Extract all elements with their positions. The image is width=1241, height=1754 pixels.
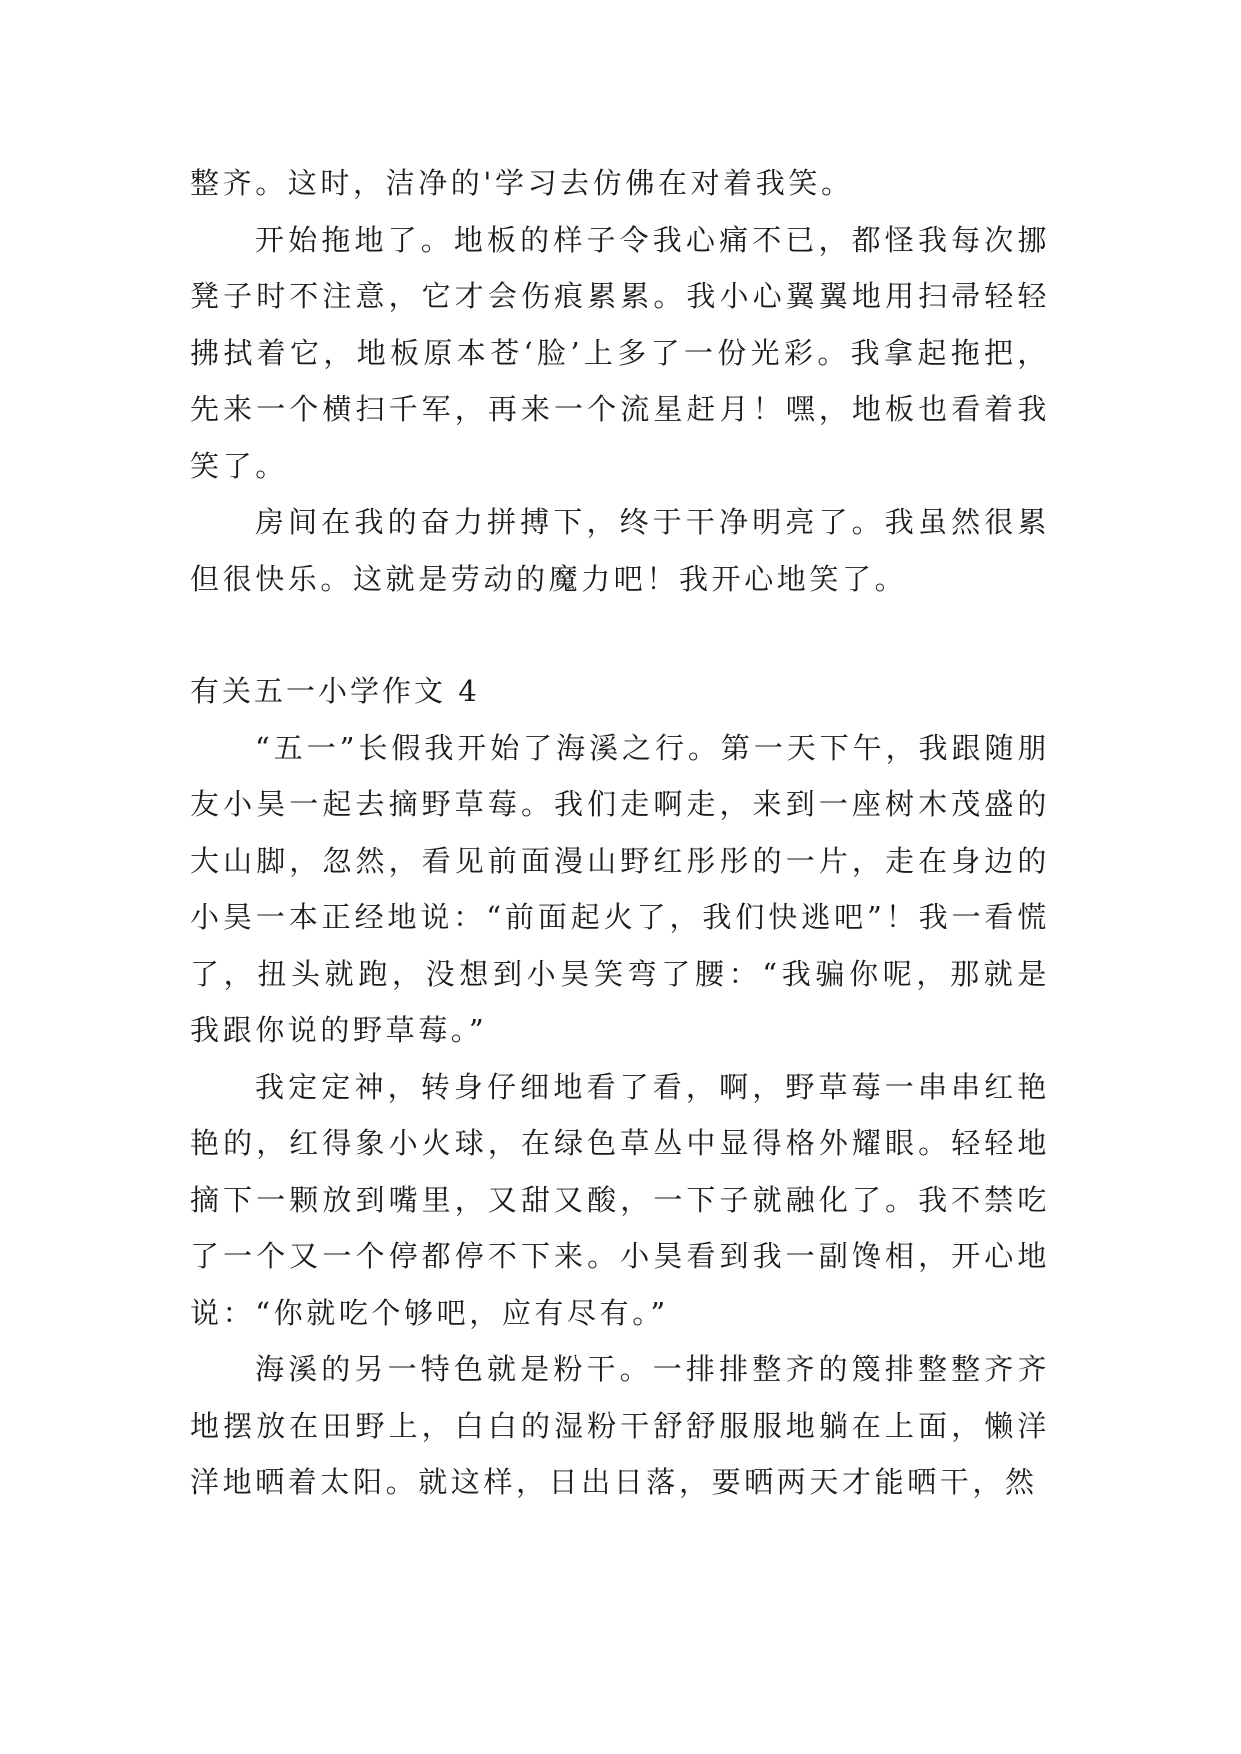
section-title: 有关五一小学作文 4	[190, 674, 480, 708]
paragraph: 房间在我的奋力拼搏下，终于干净明亮了。我虽然很累但很快乐。这就是劳动的魔力吧！我开心地笑了。	[190, 505, 1050, 596]
paragraph: “五一”长假我开始了海溪之行。第一天下午，我跟随朋友小昊一起去摘野草莓。我们走啊走，来到一座树木茂盛的大山脚，忽然，看见前面漫山野红彤彤的一片，走在身边的小昊一本正经地说：“前面起火了，我们快逃吧”！我一看慌了，扭头就跑，没想到小昊笑弯了腰：“我骗你呢，那就是我跟你说的野草莓。”	[190, 730, 1050, 1047]
paragraph: 我定定神，转身仔细地看了看，啊，野草莓一串串红艳艳的，红得象小火球，在绿色草丛中显得格外耀眼。轻轻地摘下一颗放到嘴里，又甜又酸，一下子就融化了。我不禁吃了一个又一个停都停不下来。小昊看到我一副馋相，开心地说：“你就吃个够吧，应有尽有。”	[190, 1069, 1050, 1330]
paragraph: 整齐。这时，洁净的'学习去仿佛在对着我笑。	[190, 166, 854, 200]
section-spacer	[190, 607, 1050, 663]
paragraph: 开始拖地了。地板的样子令我心痛不已，都怪我每次挪凳子时不注意，它才会伤痕累累。我小心翼翼地用扫帚轻轻拂拭着它，地板原本苍‘脸’上多了一份光彩。我拿起拖把，先来一个横扫千军，再来一个流星赶月！嘿，地板也看着我笑了。	[190, 222, 1050, 483]
paragraph: 海溪的另一特色就是粉干。一排排整齐的篾排整整齐齐地摆放在田野上，白白的湿粉干舒舒服服地躺在上面，懒洋洋地晒着太阳。就这样，日出日落，要晒两天才能晒干，然	[190, 1352, 1050, 1499]
document-body	[190, 155, 1050, 1511]
